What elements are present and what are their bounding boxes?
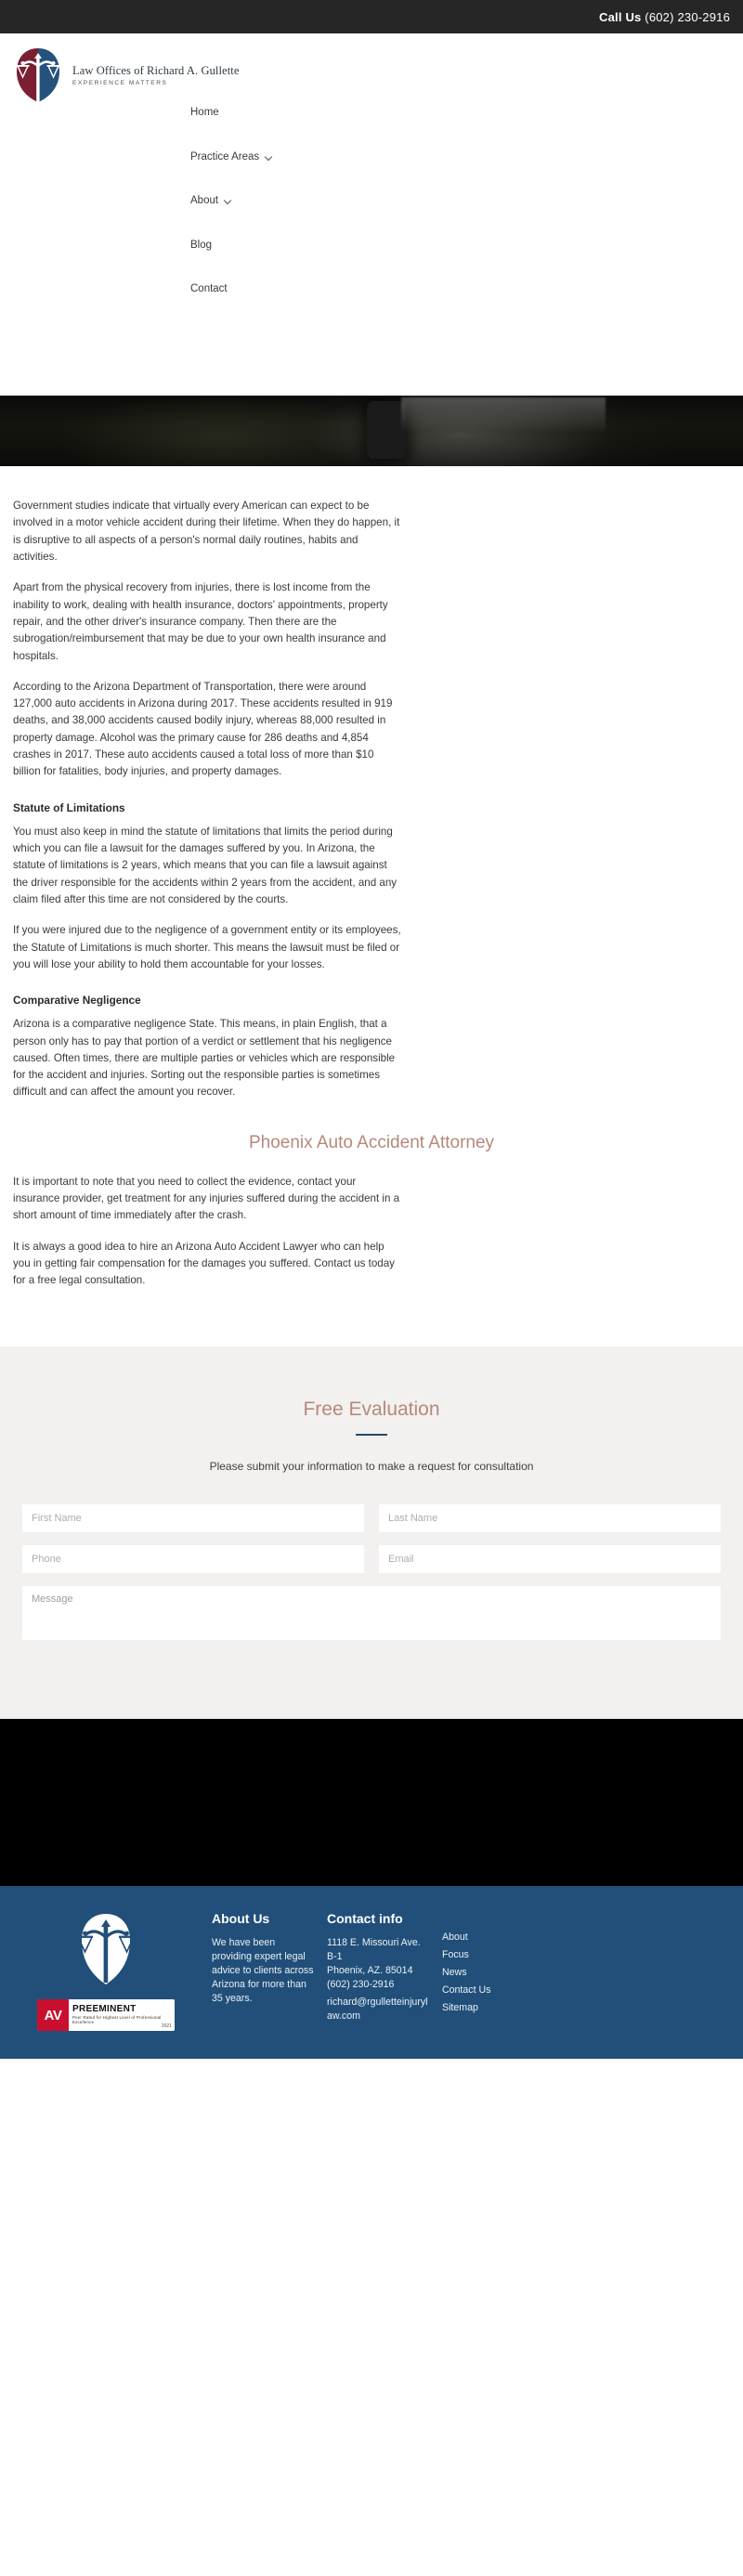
nav-item-label: Blog: [190, 239, 213, 251]
evaluation-subtitle: Please submit your information to make a request for consultation: [209, 1460, 534, 1474]
footer-address-line-1: 1118 E. Missouri Ave. B-1: [327, 1937, 421, 1963]
footer-logo-column: [13, 1910, 199, 2031]
paragraph: It is always a good idea to hire an Arizona Auto Accident Lawyer who can help you in getting fair compensation for the damages you suffered. Contact us today for a free legal consultation.: [13, 1240, 395, 1287]
evaluation-form: [22, 1504, 721, 1645]
footer-address-line-2: Phoenix, AZ. 85014: [327, 1965, 413, 1977]
form-row-name: [22, 1504, 721, 1532]
nav-item-blog[interactable]: [190, 224, 212, 268]
email-input[interactable]: [379, 1545, 721, 1573]
site-footer: [0, 1886, 743, 2059]
title-divider: [356, 1434, 387, 1437]
first-name-input[interactable]: [22, 1504, 364, 1532]
site-header: [0, 33, 743, 396]
paragraph: Arizona is a comparative negligence State. This means, in plain English, that a person only has to pay that portion of a verdict or settlement that his negligence caused. Often times, there are multiple parties or vehicles which are responsible for the accident and injuries. Sorting out the responsible parties is sometimes difficult and can affect the amount you recover.: [13, 1018, 396, 1099]
phone-input[interactable]: [22, 1545, 364, 1573]
nav-item-home[interactable]: [190, 91, 219, 136]
scales-of-justice-shield-icon: [13, 46, 63, 104]
nav-item-about[interactable]: [190, 179, 232, 224]
primary-navigation: [0, 91, 743, 312]
paragraph: According to the Arizona Department of Transportation, there were around 127,000 auto accidents in Arizona during 2017. These accidents resulted in 919 deaths, and 38,000 accidents caused bodily injury, whereas 88,000 resulted in property damage. Alcohol was the primary cause for 286 deaths and 4,854 crashes in 2017. These auto accidents caused a total loss of more than $10 billion for fatalities, body injuries, and property damages.: [13, 680, 393, 778]
scales-of-justice-footer-icon: [72, 1910, 139, 1988]
evaluation-title: Free Evaluation: [303, 1398, 440, 1420]
chevron-down-icon: [224, 197, 232, 205]
call-us-block[interactable]: [599, 10, 730, 24]
footer-contact-heading: Contact info: [327, 1911, 403, 1927]
av-mark: AV: [37, 1999, 69, 2031]
nav-item-practice-areas[interactable]: [190, 136, 273, 180]
top-bar: [0, 0, 743, 33]
hero-vehicle-wheel: [367, 401, 406, 459]
footer-link-about[interactable]: About: [442, 1932, 468, 1944]
av-badge-subtitle: Peer Rated for Highest Level of Professional Excellence: [72, 2014, 162, 2025]
footer-about-column: [212, 1910, 314, 2006]
nav-item-contact[interactable]: [190, 267, 228, 312]
article-body: [0, 466, 743, 1347]
paragraph: If you were injured due to the negligence of a government entity or its employees, the Statute of Limitations is much shorter. This means the lawsuit must be filed or you will lose your ability to hold them accountable for your losses.: [13, 924, 401, 970]
footer-link-sitemap[interactable]: Sitemap: [442, 2002, 478, 2014]
paragraph: You must also keep in mind the statute of limitations that limits the period during which you can file a lawsuit for the damages suffered by you. In Arizona, the statute of limitations is 2 years, which means that you can file a lawsuit against the driver responsible for the accidents within 2 years from the accident, and any claim filed after this time are not considered by the courts.: [13, 825, 398, 905]
message-textarea[interactable]: [22, 1586, 721, 1640]
footer-contact-column: [327, 1910, 429, 2027]
paragraph: Apart from the physical recovery from injuries, there is lost income from the inability to work, dealing with health insurance, doctors' appointments, property repair, and the other driver's insurance company. Then there are the subrogation/reimbursement that may be due to your own health insurance and hospitals.: [13, 581, 388, 662]
footer-link-news[interactable]: News: [442, 1967, 467, 1979]
call-us-phone[interactable]: (602) 230-2916: [645, 9, 730, 24]
av-badge-title: PREEMINENT: [72, 2004, 137, 2015]
hero-vehicle-body: [401, 397, 606, 431]
section-heading-statute: Statute of Limitations: [13, 800, 125, 814]
footer-about-text: We have been providing expert legal advice to clients across Arizona for more than 35 years.: [212, 1937, 314, 2005]
free-evaluation-section: [0, 1347, 743, 1720]
footer-about-heading: About Us: [212, 1911, 270, 1927]
av-badge-year: 2021: [161, 2023, 172, 2030]
paragraph: It is important to note that you need to collect the evidence, contact your insurance provider, get treatment for any injuries suffered during the accident in a short amount of time immediately after the crash.: [13, 1175, 400, 1222]
nav-item-label: Home: [190, 107, 219, 118]
accent-heading-phoenix-attorney: Phoenix Auto Accident Attorney: [248, 1132, 495, 1152]
paragraph: Government studies indicate that virtually every American can expect to be involved in a motor vehicle accident during their lifetime. When they do happen, it is disruptive to all aspects of a person's normal daily routines, habits and activities.: [13, 500, 400, 563]
brand-name: Law Offices of Richard A. Gullette: [72, 64, 240, 77]
last-name-input[interactable]: [379, 1504, 721, 1532]
nav-item-label: Contact: [190, 283, 228, 294]
nav-item-label: About: [190, 195, 219, 206]
nav-item-label: Practice Areas: [190, 150, 260, 163]
call-us-label: Call Us: [599, 9, 642, 24]
footer-phone-link[interactable]: (602) 230-2916: [327, 1979, 395, 1991]
brand-tagline: EXPERIENCE MATTERS: [72, 80, 168, 86]
footer-email-link[interactable]: richard@rgulletteinjurylaw.com: [327, 1997, 428, 2023]
footer-link-focus[interactable]: Focus: [442, 1949, 469, 1961]
section-heading-negligence: Comparative Negligence: [13, 994, 141, 1008]
footer-links-column: [442, 1910, 540, 2019]
footer-link-contact-us[interactable]: Contact Us: [442, 1984, 491, 1997]
hero-banner-image: [0, 396, 743, 466]
dark-spacer-band: [0, 1719, 743, 1886]
av-preeminent-badge[interactable]: [37, 1999, 175, 2031]
form-row-contact: [22, 1545, 721, 1573]
chevron-down-icon: [265, 153, 273, 162]
